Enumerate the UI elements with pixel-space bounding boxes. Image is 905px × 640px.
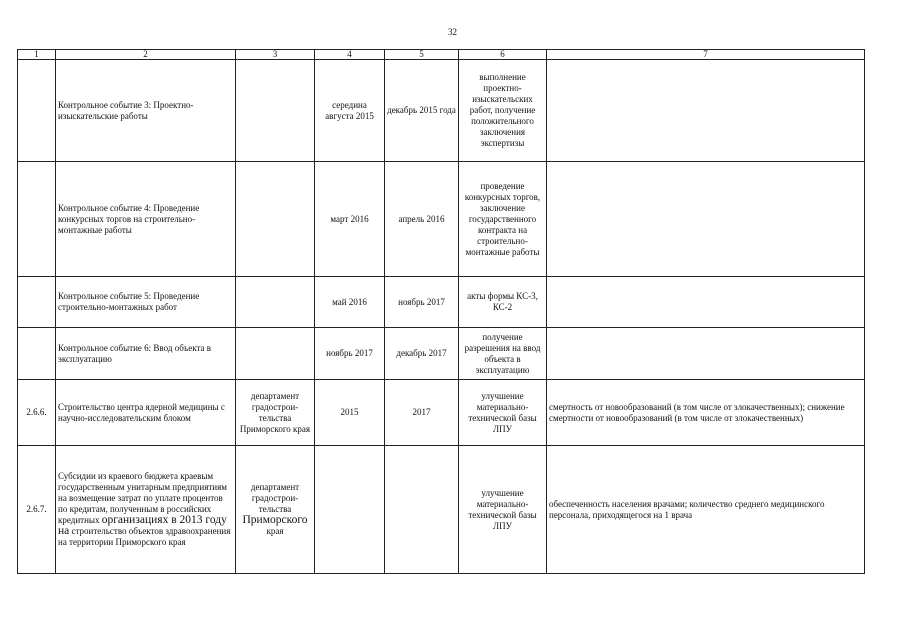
executor-part3: края (266, 526, 284, 536)
end-date: декабрь 2015 года (385, 60, 459, 162)
measure-name: Контрольное событие 5: Проведение строительно-монтажных работ (56, 277, 236, 328)
indicator (547, 60, 865, 162)
indicator (547, 277, 865, 328)
row-number: 2.6.7. (18, 446, 56, 574)
row-number (18, 60, 56, 162)
executor-part1: департамент градострои-тельства (250, 482, 300, 514)
header-col-4: 4 (315, 50, 385, 60)
end-date (385, 446, 459, 574)
executor (236, 277, 315, 328)
header-col-3: 3 (236, 50, 315, 60)
measures-table (17, 49, 865, 574)
start-date: середина августа 2015 (315, 60, 385, 162)
measure-name: Строительство центра ядерной медицины с научно-исследовательским блоком (56, 380, 236, 446)
indicator (547, 328, 865, 380)
header-col-5: 5 (385, 50, 459, 60)
expected-result: улучшение материально-технической базы ЛПУ (459, 446, 547, 574)
header-col-2: 2 (56, 50, 236, 60)
row-number (18, 162, 56, 277)
indicator: обеспеченность населения врачами; количество среднего медицинского персонала, приходящегося на 1 врача (547, 446, 865, 574)
row-number (18, 277, 56, 328)
executor: департамент градострои-тельства Приморского края (236, 380, 315, 446)
table-header-row (18, 50, 865, 60)
measure-name: Контрольное событие 6: Ввод объекта в эксплуатацию (56, 328, 236, 380)
table-row (18, 446, 865, 574)
end-date: ноябрь 2017 (385, 277, 459, 328)
start-date: март 2016 (315, 162, 385, 277)
indicator (547, 162, 865, 277)
measure-name-part3: строительство объектов здравоохранения на территории Приморского края (58, 526, 231, 547)
table-row (18, 277, 865, 328)
start-date: 2015 (315, 380, 385, 446)
expected-result: акты формы КС-3, КС-2 (459, 277, 547, 328)
measure-name-part2: организациях в 2013 году на (58, 514, 227, 537)
expected-result: получение разрешения на ввод объекта в эксплуатацию (459, 328, 547, 380)
executor (236, 60, 315, 162)
table-row (18, 60, 865, 162)
expected-result: выполнение проектно-изыскательских работ, получение положительного заключения экспертизы (459, 60, 547, 162)
table-row (18, 380, 865, 446)
executor-part2: Приморского (242, 514, 308, 526)
end-date: декабрь 2017 (385, 328, 459, 380)
row-number (18, 328, 56, 380)
page-number: 32 (448, 27, 457, 37)
header-col-7: 7 (547, 50, 865, 60)
table-row (18, 328, 865, 380)
header-col-6: 6 (459, 50, 547, 60)
start-date (315, 446, 385, 574)
table-row (18, 162, 865, 277)
end-date: 2017 (385, 380, 459, 446)
executor (236, 446, 315, 574)
measure-name: Контрольное событие 3: Проектно-изыскательские работы (56, 60, 236, 162)
measure-name-part1: Субсидии из краевого бюджета краевым государственным унитарным предприятиям на возмещение затрат по уплате процентов по кредитам, полученным в российских кредитных (58, 471, 227, 525)
measure-name (56, 446, 236, 574)
executor (236, 162, 315, 277)
row-number: 2.6.6. (18, 380, 56, 446)
indicator: смертность от новообразований (в том числе от злокачественных); снижение смертности от новообразований (в том числе от злокачественных) (547, 380, 865, 446)
executor (236, 328, 315, 380)
expected-result: проведение конкурсных торгов, заключение государственного контракта на строительно-монтажные работы (459, 162, 547, 277)
start-date: ноябрь 2017 (315, 328, 385, 380)
header-col-1: 1 (18, 50, 56, 60)
start-date: май 2016 (315, 277, 385, 328)
measure-name: Контрольное событие 4: Проведение конкурсных торгов на строительно-монтажные работы (56, 162, 236, 277)
end-date: апрель 2016 (385, 162, 459, 277)
expected-result: улучшение материально-технической базы ЛПУ (459, 380, 547, 446)
